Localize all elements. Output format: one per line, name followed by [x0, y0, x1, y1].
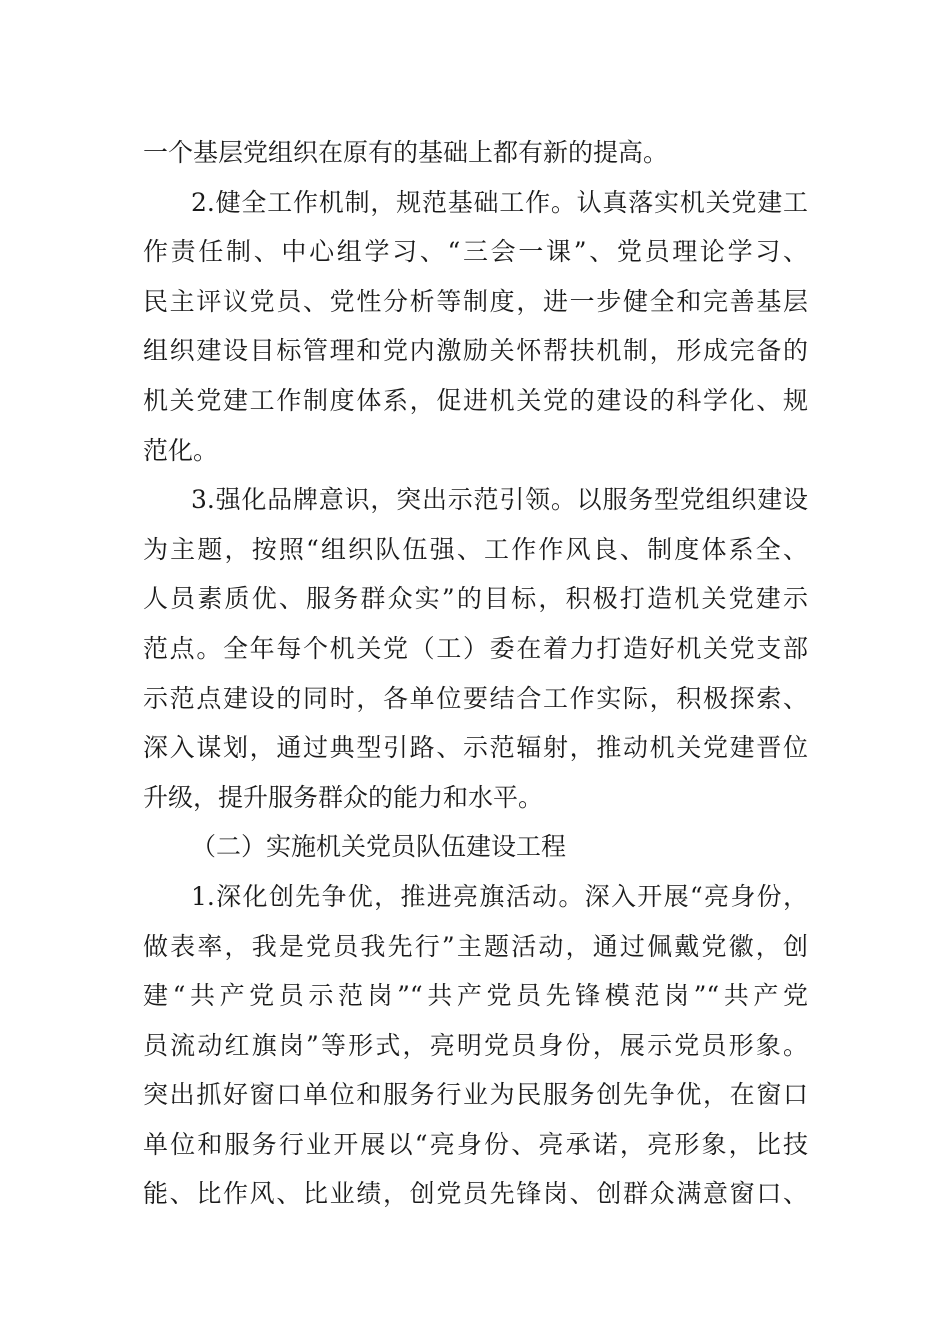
paragraph-line: 建“共产党员示范岗”“共产党员先锋模范岗”“共产党 [143, 981, 808, 1011]
paragraph-line: 机关党建工作制度体系，促进机关党的建设的科学化、规 [143, 385, 808, 415]
paragraph-line: 员流动红旗岗”等形式，亮明党员身份，展示党员形象。 [143, 1030, 808, 1060]
paragraph-line: 为主题，按照“组织队伍强、工作作风良、制度体系全、 [143, 534, 808, 564]
paragraph-line: 2.健全工作机制，规范基础工作。认真落实机关党建工 [191, 187, 808, 217]
paragraph-line: 示范点建设的同时，各单位要结合工作实际，积极探索、 [143, 683, 808, 713]
paragraph-line: 范化。 [143, 435, 219, 465]
paragraph-line: 单位和服务行业开展以“亮身份、亮承诺，亮形象，比技 [143, 1129, 808, 1159]
paragraph-line: 突出抓好窗口单位和服务行业为民服务创先争优，在窗口 [143, 1080, 808, 1110]
paragraph-line: 3.强化品牌意识，突出示范引领。以服务型党组织建设 [191, 485, 808, 515]
paragraph-line: 做表率，我是党员我先行”主题活动，通过佩戴党徽，创 [143, 931, 808, 961]
paragraph-line: 组织建设目标管理和党内激励关怀帮扶机制，形成完备的 [143, 336, 808, 366]
paragraph-line: 范点。全年每个机关党（工）委在着力打造好机关党支部 [143, 633, 808, 663]
paragraph-line: 人员素质优、服务群众实”的目标，积极打造机关党建示 [143, 584, 808, 614]
paragraph-line: 作责任制、中心组学习、“三会一课”、党员理论学习、 [143, 237, 808, 267]
paragraph-line: 深入谋划，通过典型引路、示范辐射，推动机关党建晋位 [143, 733, 808, 763]
paragraph-line: 能、比作风、比业绩，创党员先锋岗、创群众满意窗口、 [143, 1179, 808, 1209]
paragraph-line: 1.深化创先争优，推进亮旗活动。深入开展“亮身份， [191, 881, 808, 911]
paragraph-line: 民主评议党员、党性分析等制度，进一步健全和完善基层 [143, 286, 808, 316]
document-body [143, 128, 808, 1219]
paragraph-line: 升级，提升服务群众的能力和水平。 [143, 782, 544, 812]
paragraph-line: 一个基层党组织在原有的基础上都有新的提高。 [143, 138, 669, 167]
section-heading: （二）实施机关党员队伍建设工程 [191, 832, 567, 862]
